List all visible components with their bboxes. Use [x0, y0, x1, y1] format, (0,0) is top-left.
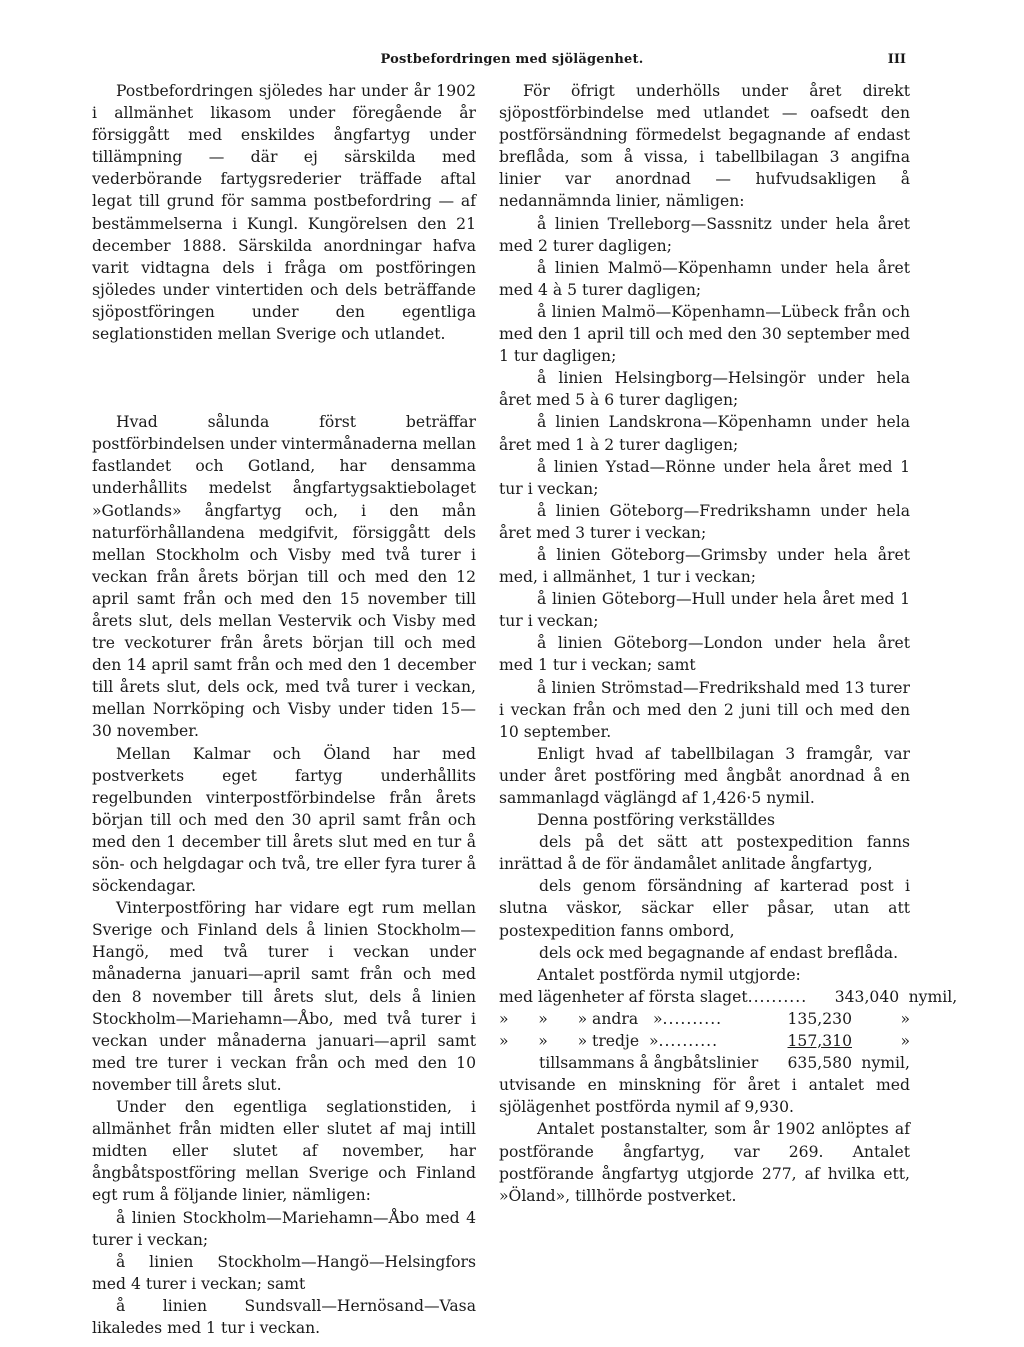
row-label: » » » andra » [499, 1009, 663, 1028]
running-title: Postbefordringen med sjölägenhet. [380, 52, 644, 67]
route-item: å linien Trelleborg—Sassnitz under hela året med 2 turer dagligen; [499, 214, 910, 255]
paragraph: Enligt hvad af tabellbilagan 3 framgår, var under året postföring med ångbåt anordnad å en sammanlagd väglängd af 1,426·5 nymil. [499, 744, 910, 807]
route-item: å linien Stockholm—Mariehamn—Åbo med 4 turer i veckan; [92, 1208, 476, 1249]
route-item: å linien Göteborg—Hull under hela året med 1 tur i veckan; [499, 590, 910, 631]
row-value: 157,310 [787, 1032, 852, 1051]
left-column [92, 80, 476, 1339]
table-total-row [499, 1052, 910, 1074]
row-unit: » [900, 1032, 910, 1051]
list-item: dels på det sätt att postexpedition fanns inrättad å de för ändamålet anlitade ångfartyg, [499, 833, 910, 874]
row-unit: nymil, [908, 987, 958, 1006]
route-item: å linien Malmö—Köpenhamn under hela året med 4 à 5 turer dagligen; [499, 258, 910, 299]
leader-dots: .......... [658, 1032, 719, 1051]
list-item: dels ock med begagnande af endast breflåda. [539, 943, 899, 962]
route-item: å linien Göteborg—Fredrikshamn under hela året med 3 turer i veckan; [499, 501, 910, 542]
total-label: tillsammans å ångbåtslinier [539, 1054, 759, 1073]
total-unit: nymil, [861, 1054, 910, 1073]
mileage-table [499, 986, 958, 1074]
route-item: å linien Göteborg—Grimsby under hela året med, i allmänhet, 1 tur i veckan; [499, 545, 910, 587]
row-value: 343,040 [834, 987, 900, 1006]
paragraph: Postbefordringen sjöledes har under år 1902 i allmänhet likasom under föregående år försiggått med enskildes ångfartyg under tillämpning — där ej särskilda med vederbörande fartygsrederier träffade aftal legat till grund för samma postbefordring — af bestämmelserna i Kungl. Kungörelsen den 21 december 1888. Särskilda anordningar hafva varit vidtagna dels i fråga om postföringen sjöledes under vintertiden och dels beträffande sjöpostföringen under den egentliga seglationstiden mellan Sverige och utlandet. [92, 82, 476, 344]
list-item: dels genom försändning af karterad post i slutna väskor, säckar eller påsar, utan att postexpedition fanns ombord, [499, 877, 910, 940]
page-number: III [887, 52, 906, 67]
paragraph: Under den egentliga seglationstiden, i allmänhet från midten eller slutet af maj intill midten eller slutet af november, har ångbåtspostföring mellan Sverige och Finland egt rum å följande linier, nämligen: [92, 1098, 476, 1205]
paragraph: För öfrigt underhölls under året direkt sjöpostförbindelse med utlandet — oafsedt den postförsändning förmedelst begagnande af endast breflåda, som å vissa, i tabellbilagan 3 angifna linier var anordnad — hufvudsakligen å nedannämnda linier, nämligen: [499, 82, 910, 211]
total-value: 635,580 [787, 1054, 852, 1073]
right-column [499, 80, 958, 1207]
table-row [499, 986, 958, 1008]
paragraph: Vinterpostföring har vidare egt rum mellan Sverige och Finland dels å linien Stockholm—Hangö, med två turer i veckan under månaderna januari—april samt från och med den 8 november till årets slut, dels å linien Stockholm—Mariehamn—Åbo, med två turer i veckan under månaderna januari—april samt med tre turer i veckan från och med den 10 november till årets slut. [92, 899, 476, 1094]
leader-dots: .......... [747, 987, 808, 1006]
row-unit: » [900, 1009, 910, 1028]
route-item: å linien Stockholm—Hangö—Helsingfors med 4 turer i veckan; samt [92, 1252, 476, 1293]
route-item: å linien Göteborg—London under hela året med 1 tur i veckan; samt [499, 634, 910, 675]
paragraph: Hvad sålunda först beträffar postförbindelsen under vintermånaderna mellan fastlandet och Gotland, har densamma underhållits medelst ångfartygsaktiebolaget »Gotlands» ångfartyg och, i den mån naturförhållandena medgifvit, försiggått dels mellan Stockholm och Visby med två turer i veckan från årets början till och med den 12 april samt från och med den 15 november till årets slut, dels mellan Vestervik och Visby med tre veckoturer från årets början till och med den 14 april samt från och med den 1 december till årets slut, dels ock, med två turer i veckan, mellan Norrköping och Visby under tiden 15—30 november. [92, 413, 476, 741]
paragraph: Mellan Kalmar och Öland har med postverkets eget fartyg underhållits regelbunden vinterpostförbindelse från årets början till och med den 30 april samt från och med den 1 december till årets slut med en tur å sön- och helgdagar och två, tre eller fyra turer å söckendagar. [92, 744, 476, 896]
table-row [499, 1008, 910, 1030]
route-item: å linien Sundsvall—Hernösand—Vasa likaledes med 1 tur i veckan. [92, 1296, 476, 1337]
row-label: med lägenheter af första slaget [499, 987, 748, 1006]
paragraph: Antalet postanstalter, som år 1902 anlöptes af postförande ångfartyg, var 269. Antalet postförande ångfartyg utgjorde 277, af hvilka ett, »Öland», tillhörde postverket. [499, 1120, 910, 1205]
route-item: å linien Malmö—Köpenhamn—Lübeck från och med den 1 april till och med den 30 september med 1 tur dagligen; [499, 302, 910, 366]
route-item: å linien Strömstad—Fredrikshald med 13 turer i veckan från och med den 2 juni till och med den 10 september. [499, 678, 910, 741]
paragraph: utvisande en minskning för året i antalet med sjölägenhet postförda nymil af 9,930. [499, 1076, 910, 1117]
route-item: å linien Ystad—Rönne under hela året med 1 tur i veckan; [499, 457, 910, 498]
paragraph: Denna postföring verkställdes [537, 811, 775, 830]
route-item: å linien Landskrona—Köpenhamn under hela året med 1 à 2 turer dagligen; [499, 413, 910, 454]
table-row [499, 1030, 910, 1052]
row-label: » » » tredje » [499, 1032, 659, 1051]
leader-dots: .......... [662, 1009, 723, 1028]
row-value: 135,230 [787, 1009, 852, 1028]
route-item: å linien Helsingborg—Helsingör under hela året med 5 à 6 turer dagligen; [499, 369, 910, 410]
paragraph: Antalet postförda nymil utgjorde: [537, 965, 801, 984]
